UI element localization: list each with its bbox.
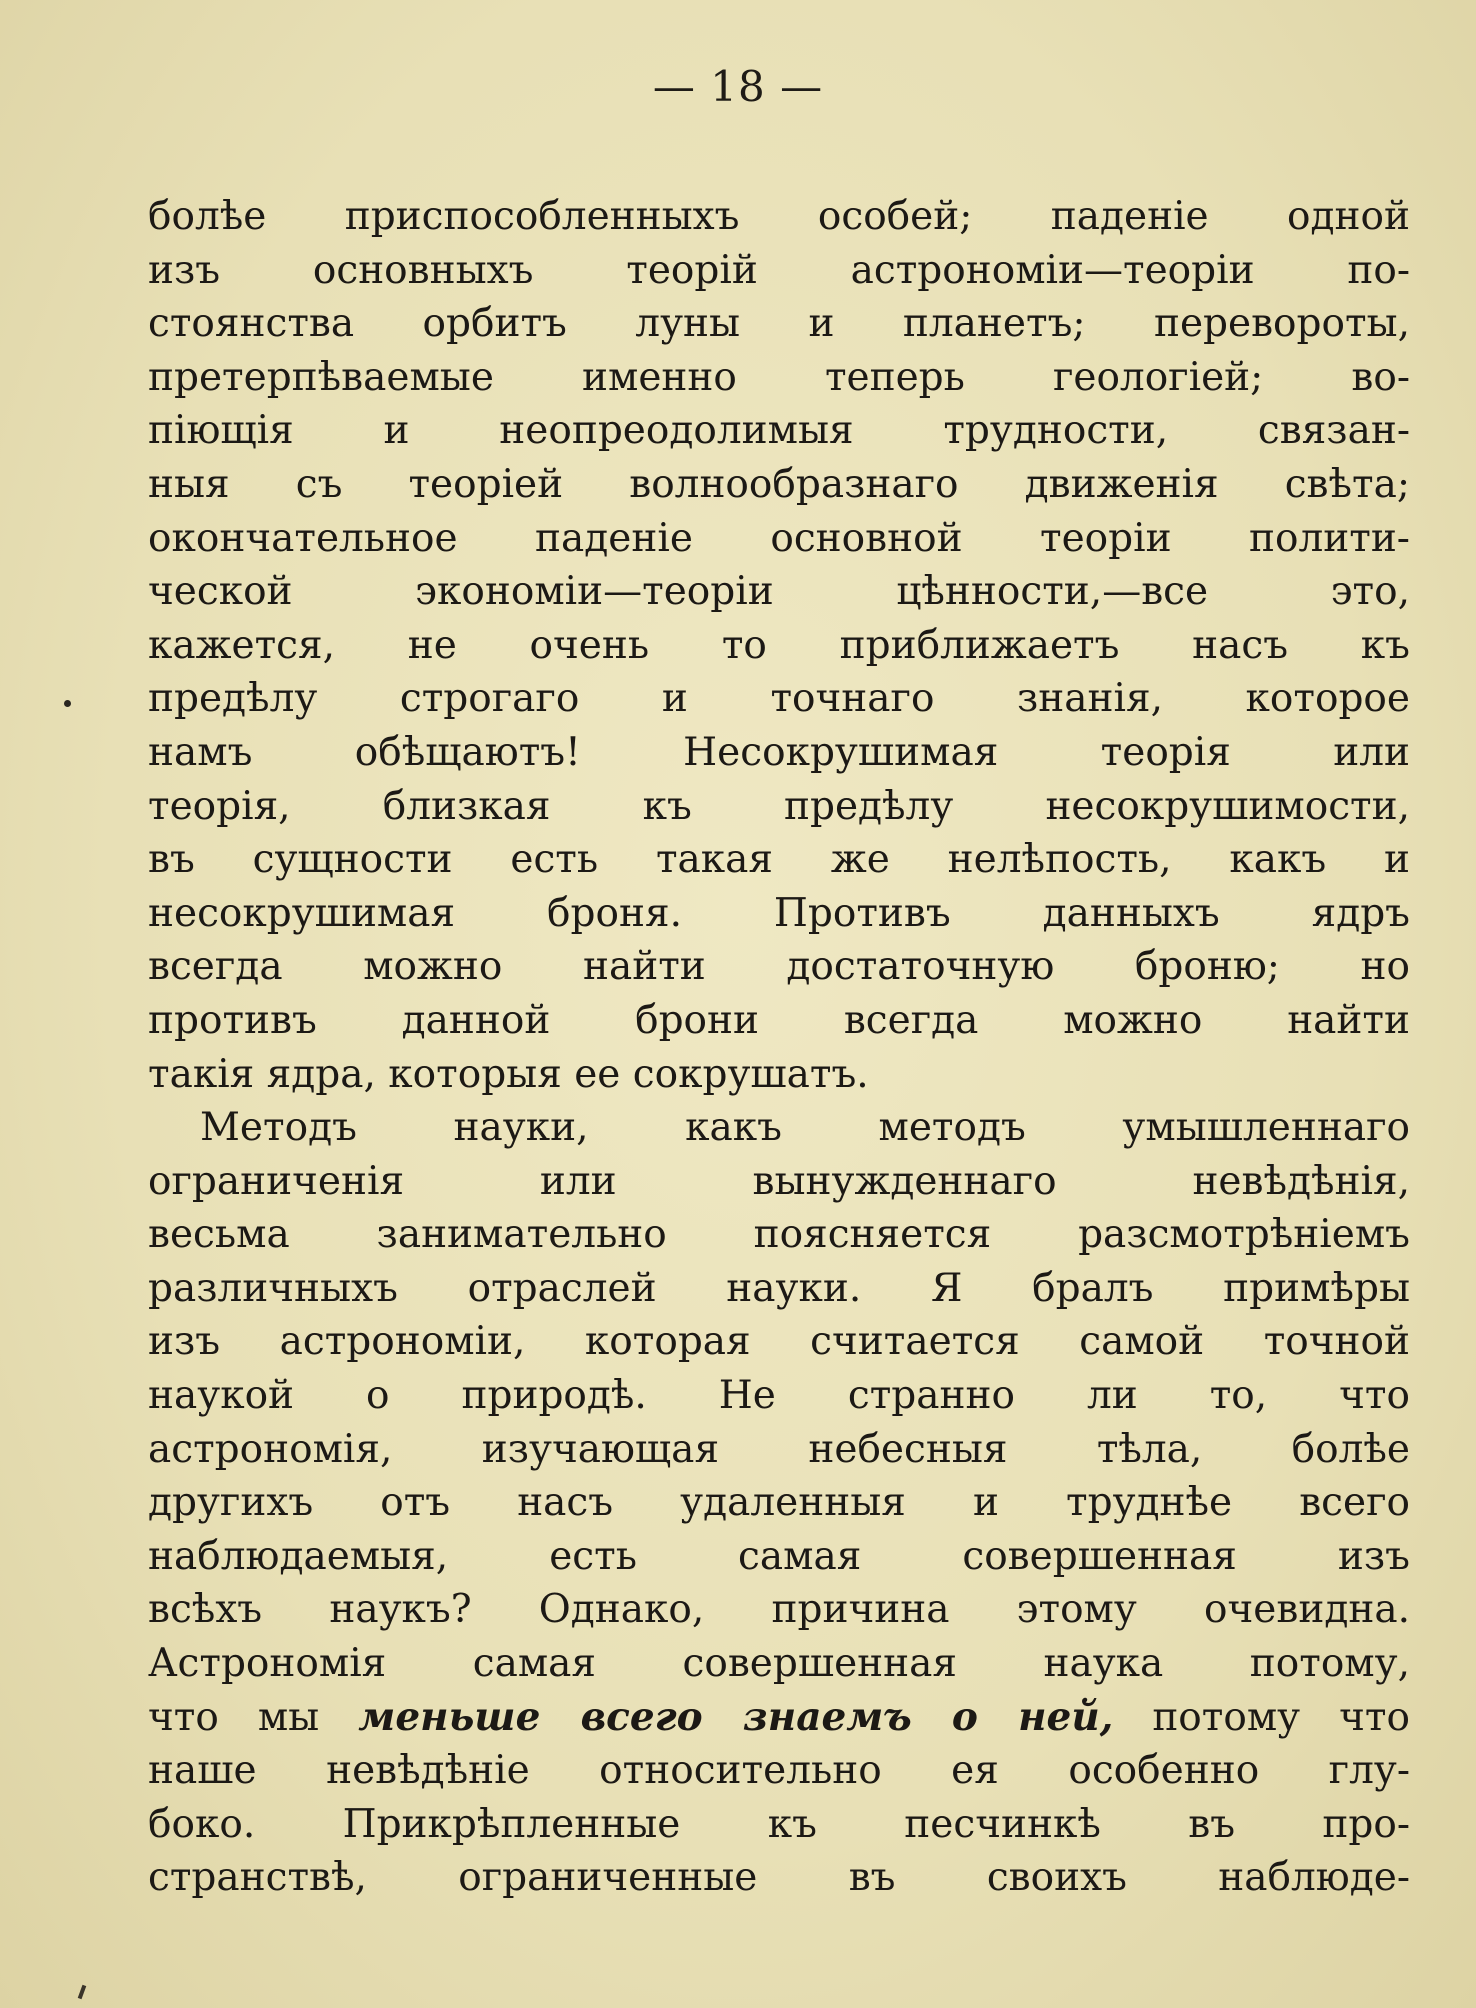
text-line: піющія и неопреодолимыя трудности, связан- [148, 408, 1410, 454]
text-line: астрономія, изучающая небесныя тѣла, болѣе [148, 1426, 1410, 1472]
page-speck [78, 1985, 87, 2000]
text-segment: что мы [148, 1694, 320, 1740]
text-line: окончательное паденіе основной теоріи полити- [148, 515, 1410, 561]
text-line: различныхъ отраслей науки. Я бралъ примѣры [148, 1265, 1410, 1311]
text-line: предѣлу строгаго и точнаго знанія, которое [148, 676, 1410, 722]
text-line: болѣе приспособленныхъ особей; паденіе одной [148, 194, 1410, 239]
text-line: несокрушимая броня. Противъ данныхъ ядръ [148, 890, 1410, 936]
text-line: наше невѣдѣніе относительно ея особенно глу- [148, 1748, 1410, 1794]
text-line: боко. Прикрѣпленные къ песчинкѣ въ про- [148, 1801, 1410, 1847]
text-line: другихъ отъ насъ удаленныя и труднѣе всего [148, 1480, 1410, 1526]
body-text [148, 190, 1410, 1905]
text-line: ограниченія или вынужденнаго невѣдѣнія, [148, 1158, 1410, 1204]
text-line: Астрономія самая совершенная наука потому, [148, 1641, 1410, 1687]
margin-mark [64, 700, 71, 707]
text-line: намъ обѣщаютъ! Несокрушимая теорія или [148, 729, 1410, 775]
text-line: ческой экономіи—теоріи цѣнности,—все это, [148, 569, 1410, 615]
text-line: Методъ науки, какъ методъ умышленнаго [200, 1105, 1410, 1151]
text-line: кажется, не очень то приближаетъ насъ къ [148, 622, 1410, 668]
text-line: странствѣ, ограниченные въ своихъ наблюде- [148, 1855, 1410, 1901]
text-line: всегда можно найти достаточную броню; но [148, 944, 1410, 990]
text-line: изъ основныхъ теорій астрономіи—теоріи по- [148, 247, 1410, 293]
text-line: противъ данной брони всегда можно найти [148, 997, 1410, 1043]
text-line: наблюдаемыя, есть самая совершенная изъ [148, 1533, 1410, 1579]
text-line: теорія, близкая къ предѣлу несокрушимости, [148, 783, 1410, 829]
text-segment: потому что [1152, 1694, 1410, 1740]
text-line: ныя съ теоріей волнообразнаго движенія свѣта; [148, 461, 1410, 507]
text-line: претерпѣваемые именно теперь геологіей; во- [148, 354, 1410, 400]
text-line: изъ астрономіи, которая считается самой точной [148, 1319, 1410, 1365]
page-number: — 18 — [652, 62, 824, 111]
text-line: наукой о природѣ. Не странно ли то, что [148, 1373, 1410, 1419]
text-line: всѣхъ наукъ? Однако, причина этому очевидна. [148, 1587, 1410, 1633]
text-line: стоянства орбитъ луны и планетъ; перевороты, [148, 301, 1410, 347]
text-line: весьма занимательно поясняется разсмотрѣніемъ [148, 1212, 1410, 1258]
text-line: въ сущности есть такая же нелѣпость, какъ и [148, 837, 1410, 883]
text-line-mixed [148, 1691, 1410, 1745]
italic-phrase: меньше всего знаемъ о ней, [358, 1693, 1114, 1740]
text-line: такія ядра, которыя ее сокрушатъ. [148, 1051, 869, 1097]
